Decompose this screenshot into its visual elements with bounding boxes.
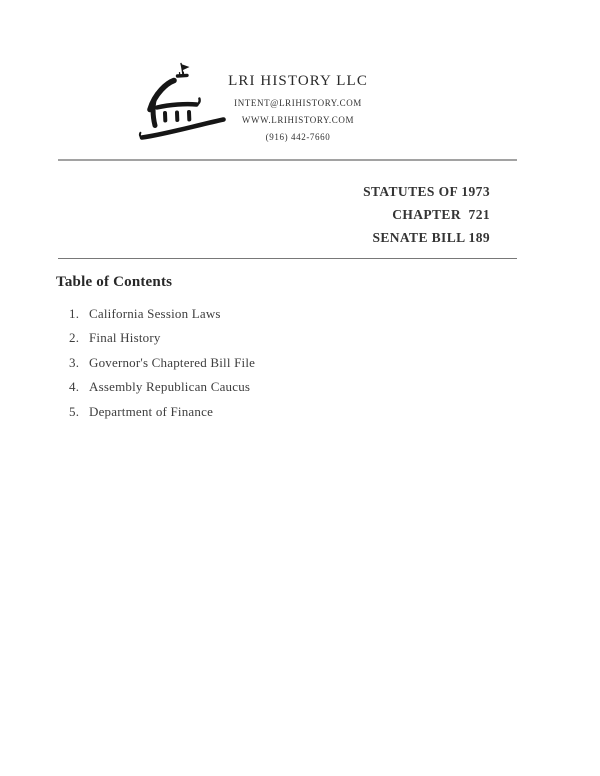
statute-bill-line: SENATE BILL 189 xyxy=(372,230,490,245)
toc-item-label: Final History xyxy=(89,330,161,346)
toc-item-number: 4. xyxy=(69,379,80,395)
toc-item-label: California Session Laws xyxy=(89,306,221,321)
phone-number: (916) 442-7660 xyxy=(265,132,331,142)
toc-item-label: Department of Finance xyxy=(89,403,214,419)
toc-item xyxy=(69,404,255,419)
toc-heading: Table of Contents xyxy=(56,274,173,290)
toc-item-label: Governor's Chaptered Bill File xyxy=(89,354,256,370)
toc-item xyxy=(69,379,255,394)
toc-item-number: 3. xyxy=(69,354,80,370)
header-divider xyxy=(58,159,517,161)
statute-block xyxy=(363,180,490,249)
header-text-block xyxy=(198,71,398,146)
website-url: WWW.LRIHISTORY.COM xyxy=(241,115,355,125)
toc-item-label: Assembly Republican Caucus xyxy=(89,379,251,395)
statute-chapter-line: CHAPTER 721 xyxy=(392,207,490,222)
toc-item-number: 2. xyxy=(69,330,80,346)
statute-year-line: STATUTES OF 1973 xyxy=(363,184,490,199)
toc-item xyxy=(69,355,255,370)
toc-item-number: 5. xyxy=(69,403,80,419)
toc-item xyxy=(69,330,255,345)
toc-list xyxy=(69,306,255,428)
toc-item-number: 1. xyxy=(69,306,80,321)
toc-item xyxy=(69,306,255,321)
company-name: LRI HISTORY LLC xyxy=(228,73,368,89)
email-address: INTENT@LRIHISTORY.COM xyxy=(234,98,362,108)
statute-divider xyxy=(58,258,517,259)
